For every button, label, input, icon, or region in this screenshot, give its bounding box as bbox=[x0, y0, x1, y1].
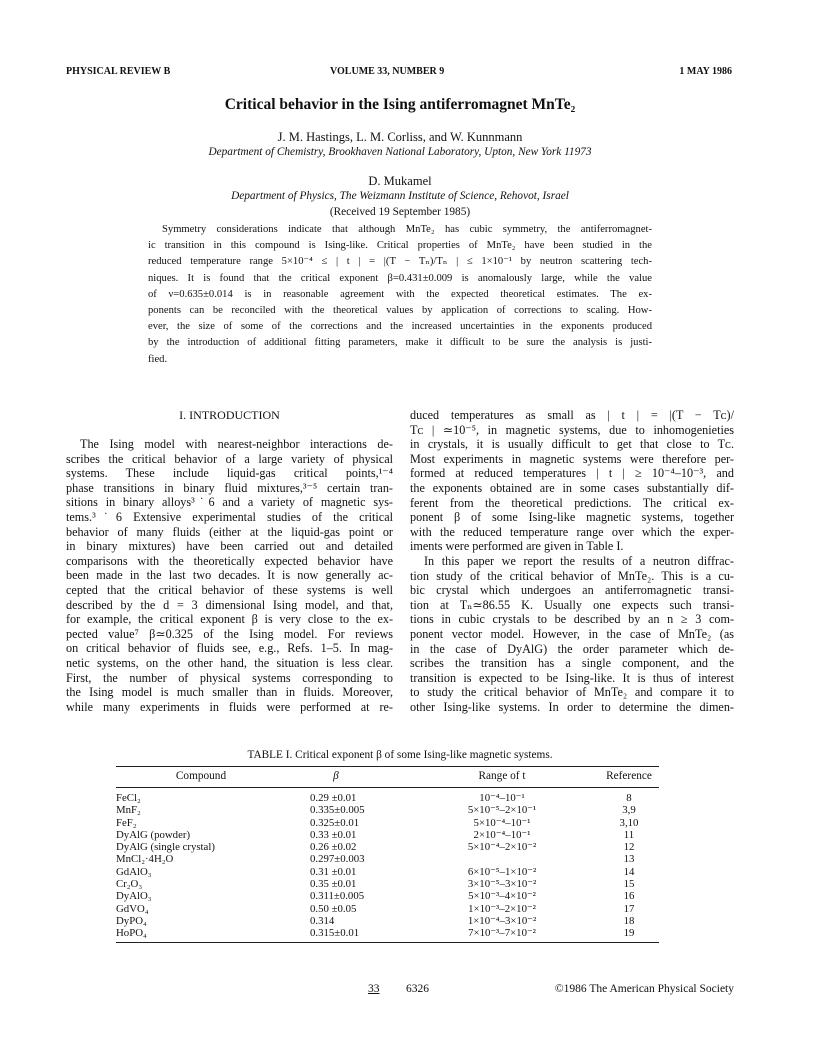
table-row bbox=[116, 903, 659, 915]
cell-reference: 12 bbox=[623, 841, 635, 854]
table-row bbox=[116, 804, 659, 816]
text-line: niques. It is found that the critical exponent β=0.431±0.009 is anomalously large, while the value bbox=[148, 272, 652, 284]
cell-compound: DyAlG (single crystal) bbox=[116, 841, 215, 854]
author-2: D. Mukamel bbox=[368, 174, 432, 188]
cell-range: 5×10⁻⁴–10⁻¹ bbox=[473, 816, 531, 829]
cell-beta: 0.325±0.01 bbox=[310, 816, 360, 829]
text-line: the Ising model is much smaller than in fluids. Moreover, bbox=[66, 685, 393, 700]
cell-beta: 0.50 ±0.05 bbox=[310, 902, 357, 915]
cell-range: 10⁻⁴–10⁻¹ bbox=[479, 792, 525, 804]
text-line: in crystals, it is usually difficult to get that close to Tᴄ. bbox=[410, 437, 734, 452]
cell-range: 5×10⁻³–4×10⁻² bbox=[468, 890, 536, 903]
cell-reference: 8 bbox=[626, 792, 632, 804]
text-line: ever, the size of some of the corrections and the increased uncertainties in the exponents produced bbox=[148, 321, 652, 333]
text-line: to study the critical behavior of MnTe₂ and compare it to bbox=[410, 685, 734, 700]
text-line: of ν=0.635±0.014 is in reasonable agreement with the expected theoretical estimates. The ex- bbox=[148, 288, 652, 300]
text-line: phase transitions in binary fluid mixtures,³⁻⁵ certain tran- bbox=[66, 480, 393, 495]
cell-reference: 3,9 bbox=[622, 804, 636, 817]
abstract bbox=[148, 222, 652, 368]
text-line: fied. bbox=[148, 353, 168, 365]
text-line: tion at Tₙ≃86.55 K. Usually one expects such transi- bbox=[410, 597, 734, 612]
cell-compound: GdVO₄ bbox=[116, 902, 149, 915]
cell-reference: 3,10 bbox=[619, 816, 639, 829]
text-line: scribes the transition has a single component, and the bbox=[410, 656, 734, 671]
issue-date: 1 MAY 1986 bbox=[679, 66, 732, 77]
text-line: for example, the critical exponent β is very close to the ex- bbox=[66, 612, 393, 627]
footer-volume: 33 bbox=[368, 983, 380, 995]
cell-range: 7×10⁻³–7×10⁻² bbox=[468, 927, 536, 940]
text-line: on critical behavior of fluids see, e.g., Refs. 1–5. In mag- bbox=[66, 641, 393, 656]
affiliation-1: Department of Chemistry, Brookhaven National Laboratory, Upton, New York 11973 bbox=[208, 146, 592, 158]
cell-compound: Cr₂O₃ bbox=[116, 878, 143, 891]
table-header bbox=[116, 767, 659, 788]
cell-range: 1×10⁻³–2×10⁻² bbox=[468, 902, 536, 915]
text-line: bic crystal which undergoes an antiferromagnetic transi- bbox=[410, 583, 734, 598]
cell-reference: 14 bbox=[623, 865, 635, 878]
cell-range: 5×10⁻⁴–2×10⁻² bbox=[467, 841, 537, 854]
cell-beta: 0.314 bbox=[310, 914, 335, 927]
text-line: pected value⁷ β≃0.325 of the Ising model. For reviews bbox=[66, 626, 393, 641]
table-row bbox=[116, 792, 659, 804]
cell-beta: 0.335±0.005 bbox=[310, 804, 365, 817]
cell-compound: DyAlO₃ bbox=[116, 890, 152, 903]
cell-compound: MnCl₂·4H₂O bbox=[116, 853, 174, 866]
table-caption: TABLE I. Critical exponent β of some Ising-like magnetic systems. bbox=[247, 749, 553, 761]
text-line: tions in cubic crystals to be described by an n ≥ 3 com- bbox=[410, 612, 734, 627]
text-line: the exponents obtained are in some cases substantially dif- bbox=[410, 480, 734, 495]
table-row bbox=[116, 890, 659, 902]
cell-range: 2×10⁻⁴–10⁻¹ bbox=[473, 828, 531, 841]
text-line: netic systems, on the other hand, the situation is less clear. bbox=[66, 655, 393, 670]
header-range: Range of t bbox=[478, 770, 526, 782]
text-line: described by the d = 3 dimensional Ising model, and that, bbox=[66, 597, 393, 612]
cell-beta: 0.35 ±0.01 bbox=[310, 878, 357, 891]
copyright: ©1986 The American Physical Society bbox=[554, 983, 734, 995]
cell-compound: HoPO₄ bbox=[116, 927, 147, 940]
table-row bbox=[116, 866, 659, 878]
page-number: 6326 bbox=[406, 983, 429, 995]
text-line: ponent β of some Ising-like magnetic systems, together bbox=[410, 510, 734, 525]
left-column-text bbox=[66, 437, 393, 714]
text-line: transition is expected to be Ising-like. It is thus of interest bbox=[410, 670, 734, 685]
cell-reference: 18 bbox=[623, 914, 635, 927]
text-line: Tᴄ | ≃10⁻⁵, in magnetic systems, due to inhomogenieties bbox=[410, 422, 734, 437]
text-line: by the introduction of additional fitting parameters, make it difficult to be sure the analysis is justi- bbox=[148, 337, 652, 349]
text-line: Most experiments in magnetic systems were therefore per- bbox=[410, 451, 734, 466]
text-line: in binary mixtures) have been carried out and detailed bbox=[66, 539, 393, 554]
cell-range: 5×10⁻⁵–2×10⁻¹ bbox=[467, 804, 537, 817]
text-line: while many experiments in fluids were performed at re- bbox=[66, 699, 393, 714]
running-head bbox=[66, 66, 734, 80]
text-line: comparisons with the theoretically expected behavior have bbox=[66, 553, 393, 568]
cell-compound: DyAlG (powder) bbox=[116, 828, 191, 841]
cell-compound: DyPO₄ bbox=[116, 914, 147, 927]
cell-reference: 11 bbox=[623, 828, 635, 841]
cell-beta: 0.29 ±0.01 bbox=[310, 792, 357, 804]
section-heading: I. INTRODUCTION bbox=[179, 408, 280, 422]
table-row bbox=[116, 841, 659, 853]
text-line: reduced temperature range 5×10⁻⁴ ≤ | t | = |(T − Tₙ)/Tₙ | ≤ 1×10⁻¹ by neutron scattering tech- bbox=[148, 256, 652, 268]
text-line: systems. These include liquid-gas critical points,¹⁻⁴ bbox=[66, 466, 393, 481]
cell-compound: MnF₂ bbox=[116, 804, 141, 817]
cell-range: 1×10⁻⁴–3×10⁻² bbox=[467, 914, 537, 927]
cell-beta: 0.26 ±0.02 bbox=[310, 841, 357, 854]
text-line: cepted that the critical behavior of these systems is well bbox=[66, 582, 393, 597]
table-row bbox=[116, 878, 659, 890]
authors: J. M. Hastings, L. M. Corliss, and W. Kunnmann bbox=[277, 130, 523, 144]
table-body bbox=[116, 788, 659, 942]
text-line: iments were performed are given in Table I. bbox=[410, 539, 624, 554]
text-line: Symmetry considerations indicate that although MnTe₂ has cubic symmetry, the antiferromagnet- bbox=[162, 224, 652, 235]
cell-reference: 19 bbox=[623, 927, 635, 940]
right-column-text bbox=[410, 408, 734, 714]
cell-range: 6×10⁻⁵–1×10⁻² bbox=[467, 865, 537, 878]
cell-beta: 0.33 ±0.01 bbox=[310, 828, 357, 841]
journal-name: PHYSICAL REVIEW B bbox=[66, 66, 171, 77]
text-line: tion study of the critical behavior of MnTe₂. This is a cu- bbox=[410, 568, 734, 583]
text-line: scribes the critical behavior of a large variety of physical bbox=[66, 451, 393, 466]
header-compound: Compound bbox=[175, 770, 227, 782]
text-line: behavior of many fluids (either at the liquid-gas point or bbox=[66, 524, 393, 539]
table-row bbox=[116, 927, 659, 939]
text-line: tems.³˙6 Extensive experimental studies of the critical bbox=[66, 509, 393, 524]
cell-beta: 0.311±0.005 bbox=[310, 890, 365, 903]
table-row bbox=[116, 853, 659, 865]
received-date: (Received 19 September 1985) bbox=[329, 206, 471, 218]
footer bbox=[66, 983, 734, 999]
table-row bbox=[116, 829, 659, 841]
cell-beta: 0.297±0.003 bbox=[310, 853, 365, 866]
text-line: with the reduced temperature range over which the exper- bbox=[410, 524, 734, 539]
text-line: been made in the last two decades. It is now generally ac- bbox=[66, 568, 393, 583]
text-line: sitions in binary alloys³˙6 and a variety of magnetic sys- bbox=[66, 495, 393, 510]
text-line: in the case of DyAlG) the order parameter which de- bbox=[410, 641, 734, 656]
text-line: duced temperatures as small as | t | = |(T − Tᴄ)/ bbox=[410, 408, 734, 422]
text-line: formed at reduced temperatures | t | ≥ 10⁻⁴–10⁻³, and bbox=[410, 466, 734, 481]
text-line: ponents can be reconciled with the theoretical values by application of corrections to scaling. How- bbox=[148, 304, 652, 316]
cell-reference: 16 bbox=[623, 890, 635, 903]
cell-reference: 17 bbox=[623, 902, 635, 915]
cell-reference: 15 bbox=[623, 878, 635, 891]
volume-issue: VOLUME 33, NUMBER 9 bbox=[330, 66, 445, 77]
header-beta: β bbox=[333, 770, 339, 782]
text-line: ponent vector model. However, in the case of MnTe₂ (as bbox=[410, 626, 734, 641]
text-line: In this paper we report the results of a neutron diffrac- bbox=[424, 553, 734, 568]
table-row bbox=[116, 915, 659, 927]
header-reference: Reference bbox=[606, 770, 652, 782]
cell-reference: 13 bbox=[623, 853, 635, 866]
text-line: The Ising model with nearest-neighbor interactions de- bbox=[80, 437, 393, 451]
text-line: other Ising-like systems. In order to determine the dimen- bbox=[410, 699, 734, 714]
paper-title: Critical behavior in the Ising antiferromagnet MnTe₂ bbox=[224, 96, 576, 113]
text-line: ic transition in this compound is Ising-like. Critical properties of MnTe₂ have been studied in the bbox=[148, 240, 652, 252]
text-line: ferent from the theoretical predictions. The critical ex- bbox=[410, 495, 734, 510]
cell-compound: FeCl₂ bbox=[116, 792, 141, 804]
cell-range: 3×10⁻⁵–3×10⁻² bbox=[467, 878, 537, 891]
cell-compound: FeF₂ bbox=[116, 816, 137, 829]
table-row bbox=[116, 817, 659, 829]
affiliation-2: Department of Physics, The Weizmann Institute of Science, Rehovot, Israel bbox=[231, 190, 569, 202]
cell-compound: GdAlO₃ bbox=[116, 865, 152, 878]
cell-beta: 0.315±0.01 bbox=[310, 927, 360, 940]
table bbox=[116, 766, 659, 943]
cell-beta: 0.31 ±0.01 bbox=[310, 865, 357, 878]
text-line: First, the number of physical systems corresponding to bbox=[66, 670, 393, 685]
